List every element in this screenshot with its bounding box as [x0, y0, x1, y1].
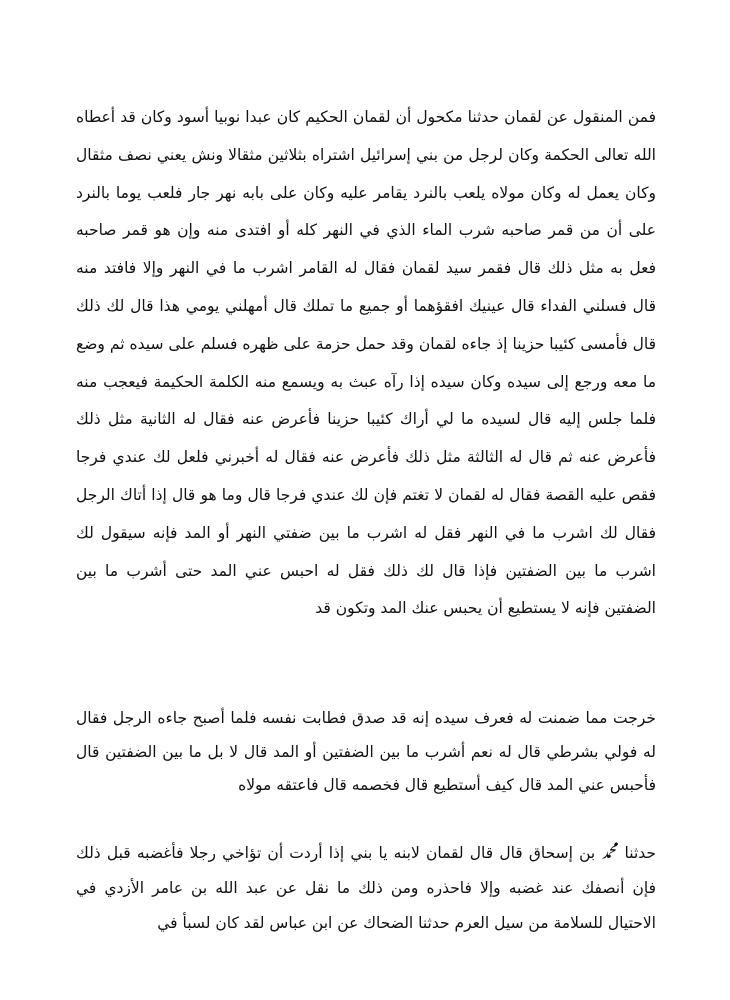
text-block-2 [76, 702, 656, 803]
text-block-1 [76, 99, 656, 628]
paragraph-3: حدثنا ﷴ بن إسحاق قال قال لقمان لابنه يا بني إذا أردت أن تؤاخي رجلا فأغضبه قبل ذلك فإن أنصفك عند غضبه وإلا فاحذره ومن ذلك ما نقل عن عبد الله بن عامر الأزدي في الاحتيال للسلامة من سيل العرم حدثنا الضحاك عن ابن عباس لقد كان لسبأ في [76, 844, 656, 932]
paragraph-1: فمن المنقول عن لقمان حدثنا مكحول أن لقمان الحكيم كان عبدا نوبيا أسود وكان قد أعطاه الله تعالى الحكمة وكان لرجل من بني إسرائيل اشتراه بثلاثين مثقالا ونش يعني نصف مثقال وكان يعمل له وكان مولاه يلعب بالنرد يقامر عليه وكان على بابه نهر جار فلعب يوما بالنرد على أن من قمر صاحبه شرب الماء الذي في النهر كله أو افتدى منه وإن هو قمر صاحبه فعل به مثل ذلك قال فقمر سيد لقمان فقال له القامر اشرب ما في النهر وإلا فافتد منه قال فسلني الفداء قال عينيك افقؤهما أو جميع ما تملك قال أمهلني يومي هذا قال لك ذلك قال فأمسى كئيبا حزينا إذ جاءه لقمان وقد حمل حزمة على ظهره فسلم على سيده ثم وضع ما معه ورجع إلى سيده وكان سيده إذا رآه عبث به ويسمع منه الكلمة الحكيمة فيعجب منه فلما جلس إليه قال لسيده ما لي أراك كئيبا حزينا فأعرض عنه فقال له الثانية مثل ذلك فأعرض عنه ثم قال له الثالثة مثل ذلك فأعرض عنه فقال له أخبرني فلعل لك عندي فرجا فقص عليه القصة فقال له لقمان لا تغتم فإن لك عندي فرجا قال وما هو قال إذا أتاك الرجل فقال لك اشرب ما في النهر فقل له اشرب ما بين ضفتي النهر أو المد فإنه سيقول لك اشرب ما بين الضفتين فإذا قال لك ذلك فقل له احبس عني المد حتى أشرب ما بين الضفتين فإنه لا يستطيع أن يحبس عنك المد وتكون قد [76, 108, 656, 618]
text-block-3 [76, 836, 656, 941]
paragraph-2: خرجت مما ضمنت له فعرف سيده إنه قد صدق فطابت نفسه فلما أصبح جاءه الرجل فقال له فولي بشرطي قال له نعم أشرب ما بين الضفتين أو المد قال لا بل ما بين الضفتين قال فأحبس عني المد قال كيف أستطيع قال فخصمه قال فاعتقه مولاه [76, 709, 656, 794]
